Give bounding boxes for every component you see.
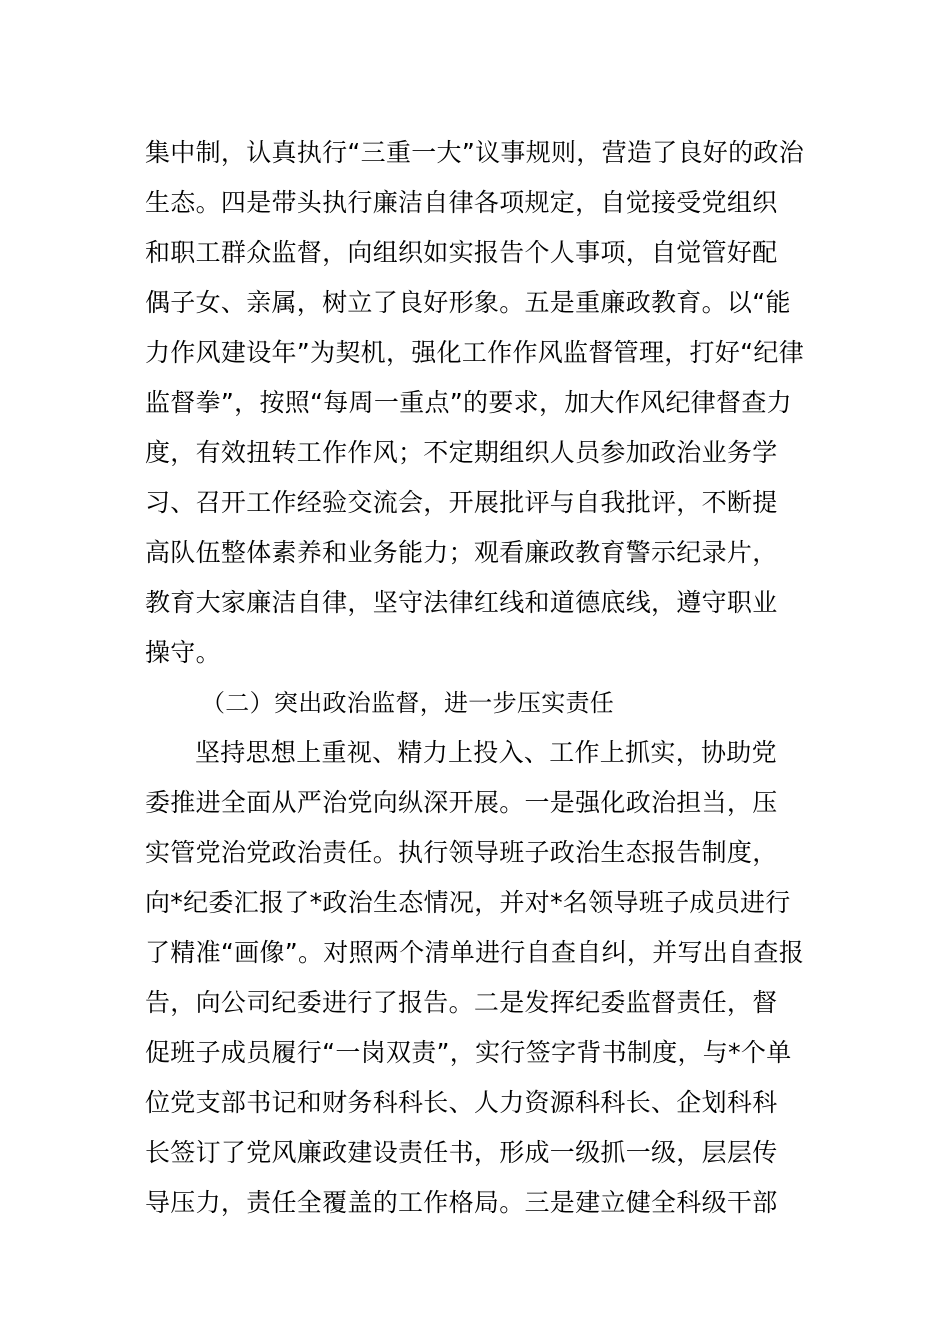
paragraph-line: 了精准“画像”。对照两个清单进行自查自纠，并写出自查报 — [145, 938, 805, 967]
paragraph-line: 生态。四是带头执行廉洁自律各项规定，自觉接受党组织 — [145, 188, 778, 217]
paragraph-line: 位党支部书记和财务科科长、人力资源科科长、企划科科 — [145, 1088, 778, 1117]
paragraph-line: 长签订了党风廉政建设责任书，形成一级抓一级，层层传 — [145, 1138, 778, 1167]
paragraph-line: 力作风建设年”为契机，强化工作作风监督管理，打好“纪律 — [145, 338, 805, 367]
paragraph-line: 导压力，责任全覆盖的工作格局。三是建立健全科级干部 — [145, 1188, 778, 1217]
paragraph-line: 向*纪委汇报了*政治生态情况，并对*名领导班子成员进行 — [145, 888, 791, 917]
paragraph-line: 和职工群众监督，向组织如实报告个人事项，自觉管好配 — [145, 238, 778, 267]
section-heading: （二）突出政治监督，进一步压实责任 — [201, 689, 615, 717]
paragraph-line: 坚持思想上重视、精力上投入、工作上抓实，协助党 — [195, 738, 777, 767]
paragraph-line: 度，有效扭转工作作风；不定期组织人员参加政治业务学 — [145, 438, 778, 467]
paragraph-line: 促班子成员履行“一岗双责”，实行签字背书制度，与*个单 — [145, 1038, 792, 1067]
document-body — [145, 128, 825, 1228]
paragraph-line: 偶子女、亲属，树立了良好形象。五是重廉政教育。以“能 — [145, 288, 791, 317]
paragraph-line: 高队伍整体素养和业务能力；观看廉政教育警示纪录片， — [145, 538, 778, 567]
paragraph-line: 告，向公司纪委进行了报告。二是发挥纪委监督责任，督 — [145, 988, 778, 1017]
paragraph-line: 习、召开工作经验交流会，开展批评与自我批评，不断提 — [145, 488, 778, 517]
paragraph-line: 实管党治党政治责任。执行领导班子政治生态报告制度， — [145, 838, 778, 867]
paragraph-line: 操守。 — [145, 638, 221, 667]
paragraph-line: 集中制，认真执行“三重一大”议事规则，营造了良好的政治 — [145, 138, 805, 167]
paragraph-line: 监督拳”，按照“每周一重点”的要求，加大作风纪律督查力 — [145, 388, 792, 417]
paragraph-line: 委推进全面从严治党向纵深开展。一是强化政治担当，压 — [145, 788, 778, 817]
paragraph-line: 教育大家廉洁自律，坚守法律红线和道德底线，遵守职业 — [145, 588, 778, 617]
